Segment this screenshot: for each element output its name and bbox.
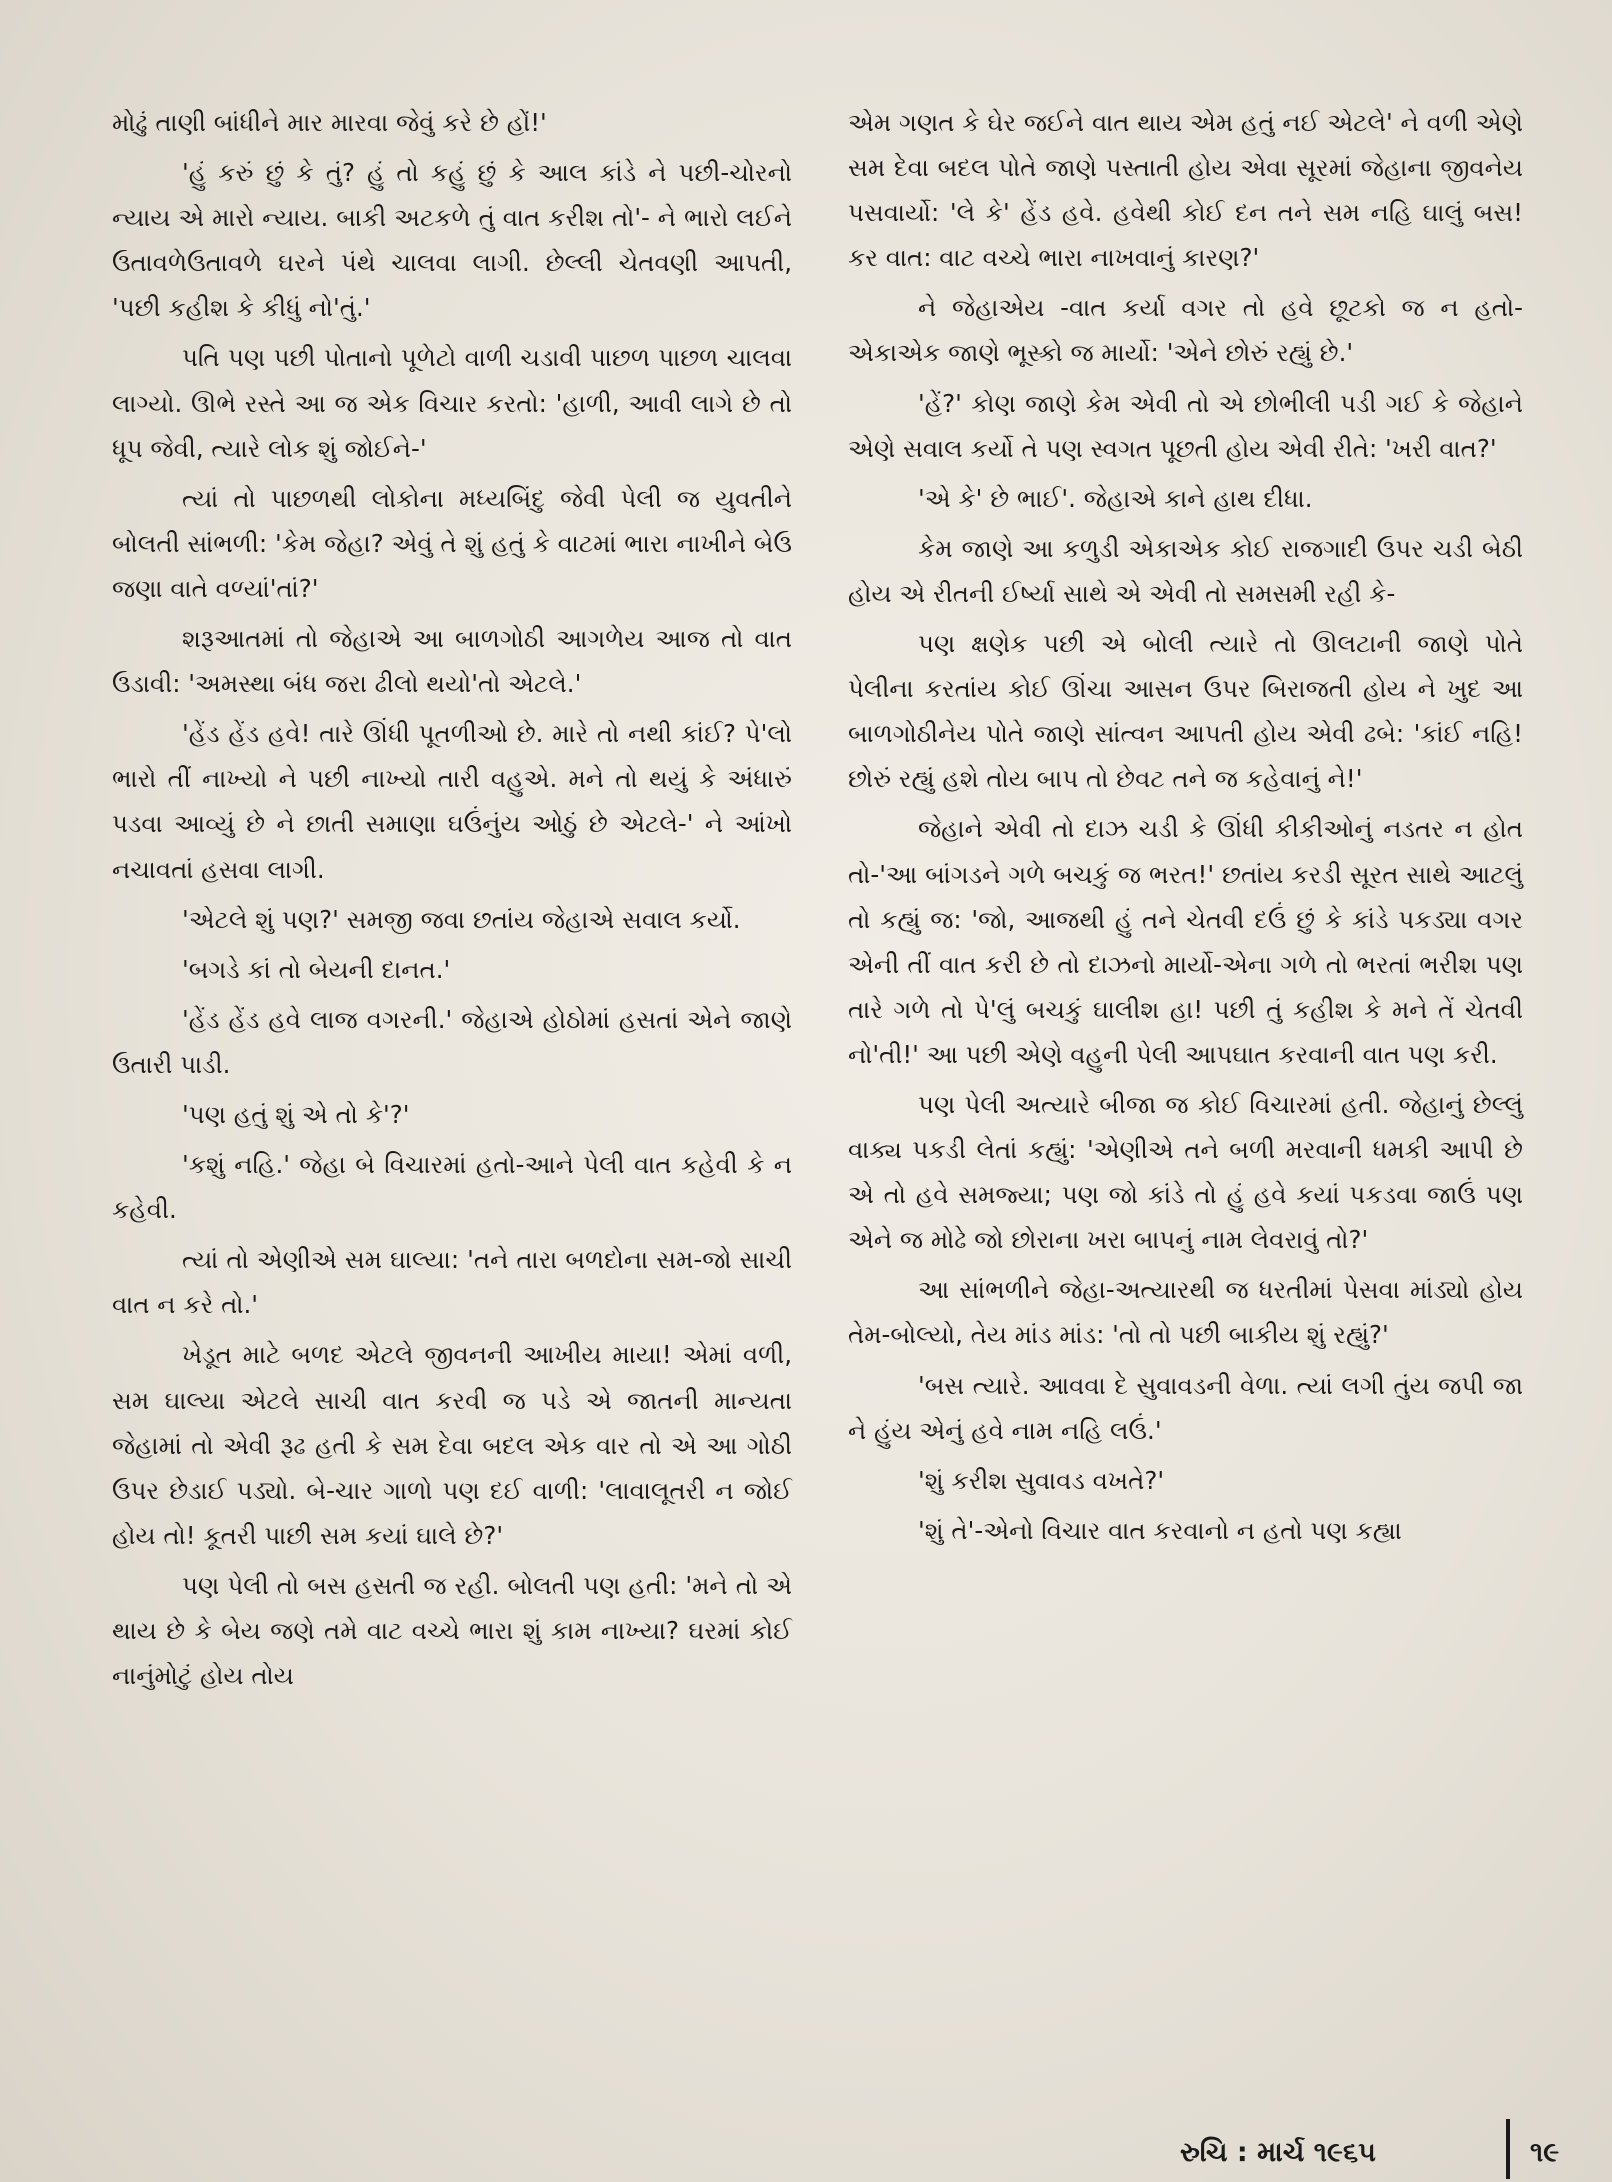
paragraph: 'હું કરું છું કે તું? હું તો કહું છું કે આલ કાંડે ને પછી-ચોરનો ન્યાય એ મારો ન્યાય. બાકી અટકળે તું વાત કરીશ તો'- ને ભારો લઈને ઉતાવળેઉતાવળે ઘરને પંથે ચાલવા લાગી. છેલ્લી ચેતવણી આપતી, 'પછી કહીશ કે કીધું નો'તું.' [112, 158, 792, 323]
paragraph: 'બસ ત્યારે. આવવા દે સુવાવડની વેળા. ત્યાં લગી તુંય જપી જા ને હુંય એનું હવે નામ નહિ લઉં.' [848, 1370, 1523, 1445]
paragraph: 'એટલે શું પણ?' સમજી જવા છતાંય જેહાએ સવાલ કર્યો. [182, 904, 741, 934]
paragraph: 'હેં?' કોણ જાણે કેમ એવી તો એ છોભીલી પડી ગઈ કે જેહાને એણે સવાલ કર્યો તે પણ સ્વગત પૂછતી હોય એવી રીતે: 'ખરી વાત?' [848, 388, 1523, 463]
magazine-issue-label: રુચિ : માર્ચ ૧૯૬૫ [1180, 2137, 1376, 2168]
paragraph: 'હેંડ હેંડ હવે! તારે ઊંધી પૂતળીઓ છે. મારે તો નથી કાંઈ? પે'લો ભારો તીં નાખ્યો ને પછી નાખ્યો તારી વહુએ. મને તો થયું કે અંધારું પડવા આવ્યું છે ને છાતી સમાણા ઘઉંનુંય ઓઠું છે એટલે-' ને આંખો નચાવતાં હસવા લાગી. [112, 719, 792, 884]
paragraph: 'હેંડ હેંડ હવે લાજ વગરની.' જેહાએ હોઠોમાં હસતાં એને જાણે ઉતારી પાડી. [112, 1004, 792, 1079]
paragraph: 'એ કે' છે ભાઈ'. જેહાએ કાને હાથ દીધા. [918, 483, 1313, 513]
paragraph: પણ પેલી અત્યારે બીજા જ કોઈ વિચારમાં હતી. જેહાનું છેલ્લું વાક્ય પકડી લેતાં કહ્યું: 'એણીએ તને બળી મરવાની ધમકી આપી છે એ તો હવે સમજ્યા; પણ જો કાંડે તો હું હવે કયાં પકડવા જાઉં પણ એને જ મોઢે જો છોરાના ખરા બાપનું નામ લેવરાવું તો?' [848, 1089, 1523, 1255]
paragraph: ને જેહાએય -વાત કર્યા વગર તો હવે છૂટકો જ ન હતો-એકાએક જાણે ભૂસ્કો જ માર્યો: 'એને છોરું રહ્યું છે.' [848, 293, 1523, 368]
paragraph: પતિ પણ પછી પોતાનો પૂળેટો વાળી ચડાવી પાછળ પાછળ ચાલવા લાગ્યો. ઊભે રસ્તે આ જ એક વિચાર કરતો: 'હાળી, આવી લાગે છે તો ધૂપ જેવી, ત્યારે લોક શું જોઈને-' [112, 343, 792, 463]
paragraph: એમ ગણત કે ઘેર જઈને વાત થાય એમ હતું નઈ એટલે' ને વળી એણે સમ દેવા બદલ પોતે જાણે પસ્તાતી હોય એવા સૂરમાં જેહાના જીવનેય પસવાર્યો: 'લે કે' હેંડ હવે. હવેથી કોઈ દન તને સમ નહિ ઘાલું બસ! કર વાત: વાટ વચ્ચે ભારા નાખવાનું કારણ?' [848, 108, 1523, 273]
paragraph: પણ પેલી તો બસ હસતી જ રહી. બોલતી પણ હતી: 'મને તો એ થાય છે કે બેય જણે તમે વાટ વચ્ચે ભારા શું કામ નાખ્યા? ઘરમાં કોઈ નાનુંમોટું હોય તોય [112, 1570, 792, 1691]
page-footer [1180, 2133, 1580, 2177]
paragraph: ત્યાં તો પાછળથી લોકોના મધ્યબિંદુ જેવી પેલી જ યુવતીને બોલતી સાંભળી: 'કેમ જેહા? એવું તે શું હતું કે વાટમાં ભારા નાખીને બેઉ જણા વાતે વળ્યાં'તાં?' [112, 483, 792, 603]
paragraph: જેહાને એવી તો દાઝ ચડી કે ઊંધી કીકીઓનું નડતર ન હોત તો-'આ બાંગડને ગળે બચકું જ ભરત!' છતાંય કરડી સૂરત સાથે આટલું તો કહ્યું જ: 'જો, આજથી હું તને ચેતવી દઉં છું કે કાંડે પકડ્યા વગર એની તીં વાત કરી છે તો દાઝનો માર્યો-એના ગળે તો ભરતાં ભરીશ પણ તારે ગળે તો પે'લું બચકું ઘાલીશ હા! પછી તું કહીશ કે મને તેં ચેતવી નો'તી!' આ પછી એણે વહુની પેલી આપઘાત કરવાની વાત પણ કરી. [848, 814, 1523, 1069]
paragraph: શરૂઆતમાં તો જેહાએ આ બાળગોઠી આગળેય આજ તો વાત ઉડાવી: 'અમસ્થા બંધ જરા ઢીલો થયો'તો એટલે.' [112, 624, 792, 699]
paragraph: મોઢું તાણી બાંધીને માર મારવા જેવું કરે છે હોં!' [112, 108, 547, 137]
paragraph: પણ ક્ષણેક પછી એ બોલી ત્યારે તો ઊલટાની જાણે પોતે પેલીના કરતાંય કોઈ ઊંચા આસન ઉપર બિરાજતી હોય ને ખુદ આ બાળગોઠીનેય પોતે જાણે સાંત્વન આપતી હોય એવી ઢબે: 'કાંઈ નહિ! છોરું રહ્યું હશે તોય બાપ તો છેવટ તને જ કહેવાનું ને!' [848, 629, 1523, 794]
paragraph: આ સાંભળીને જેહા-અત્યારથી જ ધરતીમાં પેસવા માંડ્યો હોય તેમ-બોલ્યો, તેય માંડ માંડ: 'તો તો પછી બાકીય શું રહ્યું?' [848, 1275, 1523, 1350]
paragraph: 'કશું નહિ.' જેહા બે વિચારમાં હતો-આને પેલી વાત કહેવી કે ન કહેવી. [112, 1150, 792, 1225]
paragraph: 'પણ હતું શું એ તો કે'?' [182, 1099, 410, 1129]
paragraph: ખેડૂત માટે બળદ એટલે જીવનની આખીય માયા! એમાં વળી, સમ ઘાલ્યા એટલે સાચી વાત કરવી જ પડે એ જાતની માન્યતા જેહામાં તો એવી રૂઢ હતી કે સમ દેવા બદલ એક વાર તો એ આ ગોઠી ઉપર છેડાઈ પડ્યો. બે-ચાર ગાળો પણ દઈ વાળી: 'લાવાલૂતરી ન જોઈ હોય તો! કૂતરી પાછી સમ કયાં ઘાલે છે?' [112, 1340, 792, 1550]
page-number: ૧૯ [1530, 2137, 1560, 2168]
paragraph: 'શું કરીશ સુવાવડ વખતે?' [918, 1465, 1165, 1495]
paragraph: 'બગડે કાં તો બેયની દાનત.' [182, 954, 451, 984]
footer-divider [1506, 2119, 1510, 2179]
right-column [848, 100, 1523, 1558]
left-column [112, 100, 792, 1703]
paragraph: 'શું તે'-એનો વિચાર વાત કરવાનો ન હતો પણ કહ્યા [918, 1515, 1402, 1545]
paragraph: કેમ જાણે આ કળુડી એકાએક કોઈ રાજગાદી ઉપર ચડી બેઠી હોય એ રીતની ઈર્ષ્યા સાથે એ એવી તો સમસમી રહી કે- [848, 533, 1523, 608]
paragraph: ત્યાં તો એણીએ સમ ઘાલ્યા: 'તને તારા બળદોના સમ-જો સાચી વાત ન કરે તો.' [112, 1245, 792, 1320]
